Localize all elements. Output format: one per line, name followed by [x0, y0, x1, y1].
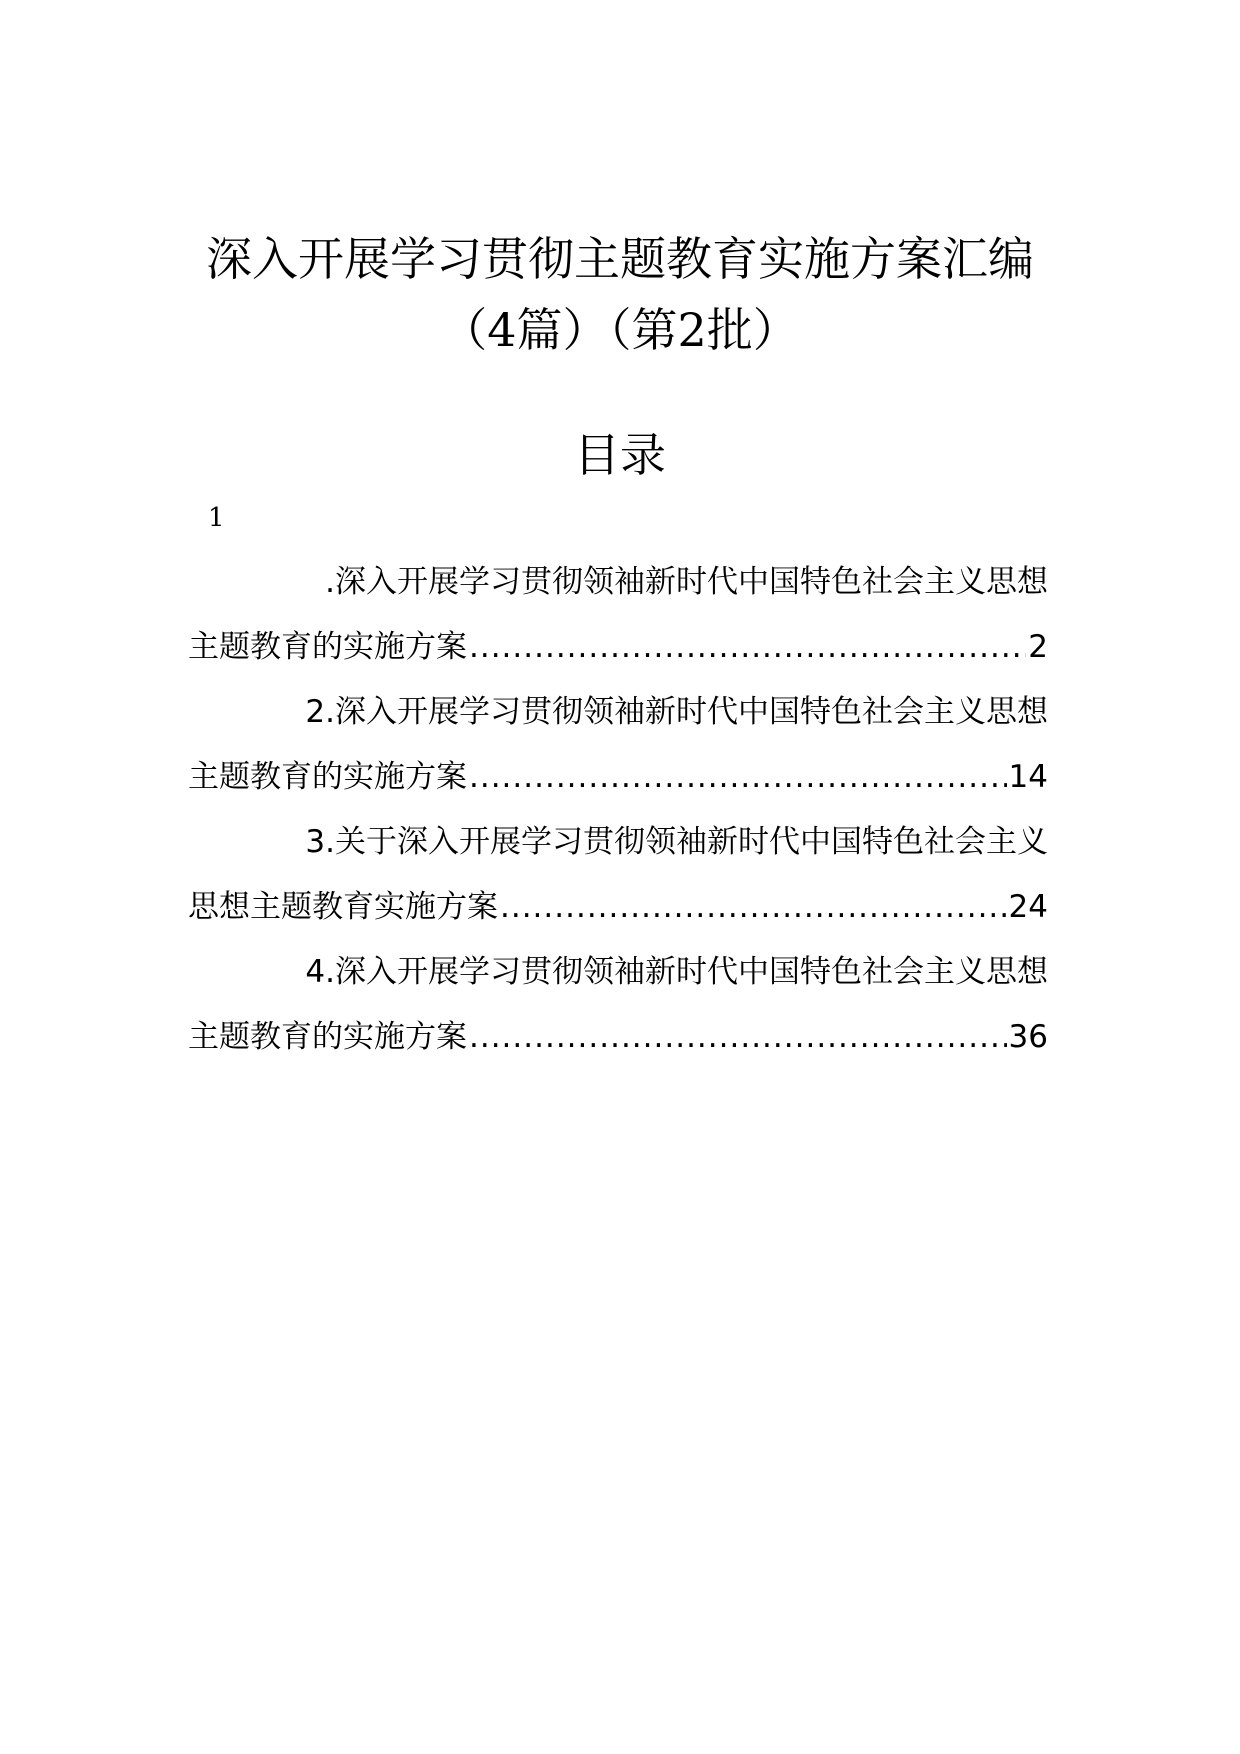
title-count: 4 — [487, 303, 517, 357]
toc-leader-dots — [500, 892, 1007, 923]
title-batch-number: 2 — [677, 303, 707, 357]
title-paren-open: （ — [441, 303, 488, 357]
toc-entry-title: 主题教育的实施方案 — [188, 759, 467, 795]
toc-entry-title: 思想主题教育实施方案 — [188, 889, 498, 925]
toc-entry-4-line-2[interactable] — [188, 1019, 1048, 1055]
toc-entry-4-line-1[interactable]: 4.深入开展学习贯彻领袖新时代中国特色社会主义思想 — [305, 954, 1048, 990]
toc-leader-dots — [469, 762, 1007, 793]
toc-entry-title: 主题教育的实施方案 — [188, 629, 467, 665]
toc-page-number: 14 — [1008, 759, 1048, 795]
toc-heading: 目录 — [574, 428, 666, 482]
toc-leader-dots — [469, 1022, 1007, 1053]
toc-entry-title: 主题教育的实施方案 — [188, 1019, 467, 1055]
document-title-line-2 — [0, 303, 1240, 357]
toc-entry-3-line-2[interactable] — [188, 889, 1048, 925]
toc-entry-3-line-1[interactable]: 3.关于深入开展学习贯彻领袖新时代中国特色社会主义 — [305, 824, 1048, 860]
toc-entry-1-line-2[interactable] — [188, 629, 1048, 665]
title-paren-close: 批） — [706, 303, 799, 357]
title-middle: 篇）（第 — [516, 303, 678, 357]
document-title-line-1: 深入开展学习贯彻主题教育实施方案汇编 — [206, 232, 1034, 286]
toc-entry-2-line-2[interactable] — [188, 759, 1048, 795]
toc-page-number: 24 — [1008, 889, 1048, 925]
toc-leader-dots — [469, 632, 1026, 663]
toc-entry-2-line-1[interactable]: 2.深入开展学习贯彻领袖新时代中国特色社会主义思想 — [305, 694, 1048, 730]
toc-page-number: 36 — [1008, 1019, 1048, 1055]
stray-number: 1 — [208, 503, 225, 533]
toc-page-number: 2 — [1028, 629, 1048, 665]
toc-entry-1-line-1[interactable]: .深入开展学习贯彻领袖新时代中国特色社会主义思想 — [325, 564, 1048, 600]
